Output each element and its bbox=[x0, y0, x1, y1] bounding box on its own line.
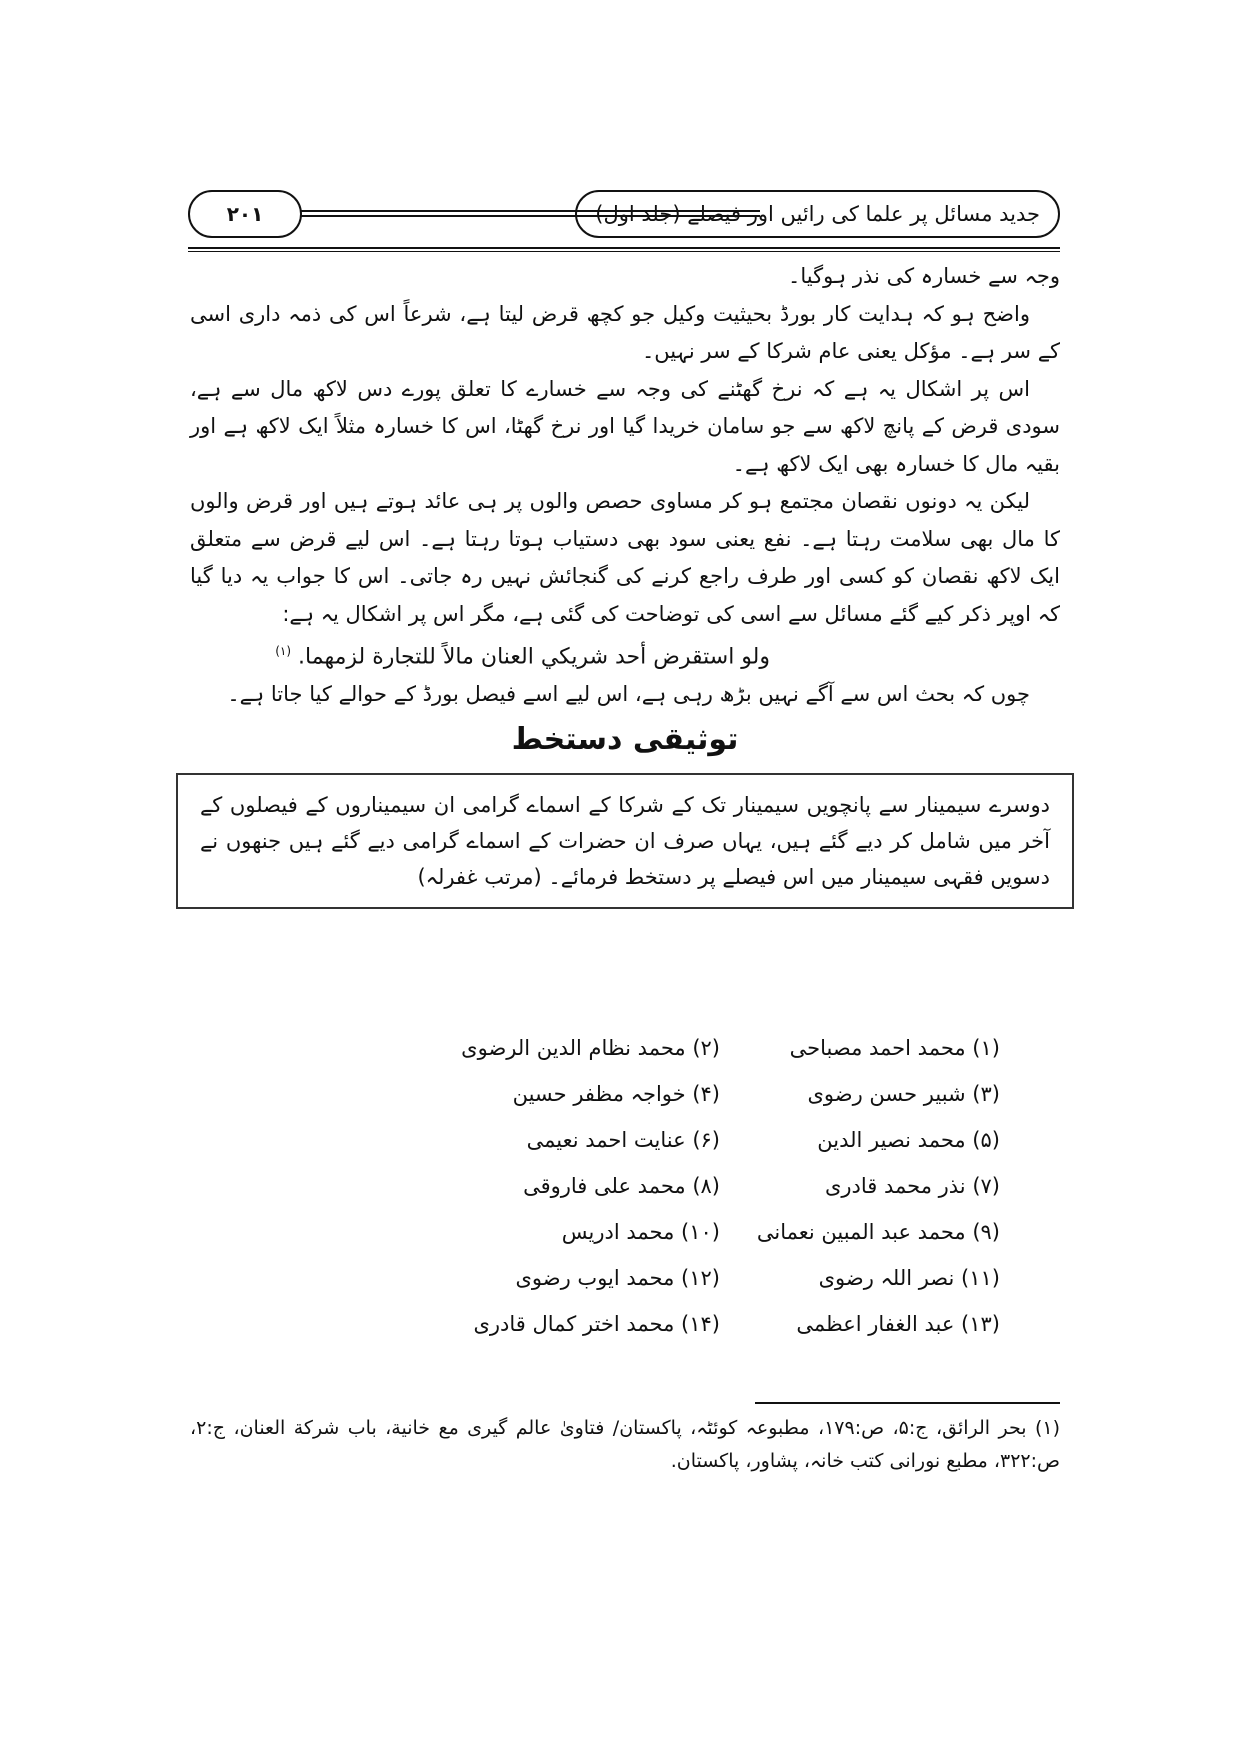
paragraph: وجہ سے خسارہ کی نذر ہوگیا۔ bbox=[788, 264, 1060, 288]
arabic-quote bbox=[190, 633, 1060, 676]
signatory: (۸) محمد علی فاروقی bbox=[523, 1174, 720, 1198]
paragraph: لیکن یہ دونوں نقصان مجتمع ہو کر مساوی حصص والوں پر ہی عائد ہوتے ہیں اور قرض والوں کا مال بھی سلامت رہتا ہے۔ نفع یعنی سود بھی دستیاب ہوتا رہتا ہے۔ اس لیے قرض سے متعلق ایک لاکھ نقصان کو کسی اور طرف راجع کرنے کی گنجائش نہیں رہ جاتی۔ اس کا جواب یہ دیا گیا کہ اوپر ذکر کیے گئے مسائل سے اسی کی توضاحت کی گئی ہے، مگر اس پر اشکال یہ ہے: bbox=[190, 489, 1060, 626]
running-header bbox=[188, 190, 1060, 240]
book-title: جدید مسائل پر علما کی رائیں اور فیصلے (جلد اول) bbox=[575, 190, 1060, 238]
footnote: (۱) بحر الرائق، ج:۵، ص:۱۷۹، مطبوعہ کوئٹہ، پاکستان/ فتاویٰ عالم گیری مع خانية، باب شركة العنان، ج:۲، ص:۳۲۲، مطبع نورانی کتب خانہ، پشاور، پاکستان. bbox=[190, 1417, 1060, 1472]
editor-note-box bbox=[176, 773, 1074, 909]
signatory: (۱۰) محمد ادریس bbox=[561, 1220, 720, 1244]
closing-paragraph: چوں کہ بحث اس سے آگے نہیں بڑھ رہی ہے، اس لیے اسے فیصل بورڈ کے حوالے کیا جاتا ہے۔ bbox=[227, 681, 1030, 706]
signatory: (۲) محمد نظام الدین الرضوی bbox=[461, 1036, 720, 1060]
paragraph: واضح ہو کہ ہدایت کار بورڈ بحیثیت وکیل جو کچھ قرض لیتا ہے، شرعاً اس کی ذمہ داری اسی کے سر ہے۔ مؤکل یعنی عام شرکا کے سر نہیں۔ bbox=[190, 301, 1060, 363]
section-heading: توثیقی دستخط bbox=[511, 722, 739, 758]
footnote-reference[interactable]: (۱) bbox=[275, 644, 292, 658]
header-rule bbox=[188, 247, 1060, 252]
arabic-quote-text: ولو استقرض أحد شريكي العنان مالاً للتجارة لزمهما. bbox=[298, 644, 770, 670]
signatory: (۱۳) عبد الغفار اعظمی bbox=[796, 1312, 1000, 1336]
footnote-separator bbox=[755, 1402, 1060, 1404]
signatory: (۳) شبیر حسن رضوی bbox=[807, 1082, 1000, 1106]
signatory: (۴) خواجہ مظفر حسین bbox=[512, 1082, 720, 1106]
signatory: (۱۴) محمد اختر کمال قادری bbox=[473, 1312, 720, 1336]
paragraph: اس پر اشکال یہ ہے کہ نرخ گھٹنے کی وجہ سے خسارے کا تعلق پورے دس لاکھ مال سے ہے، سودی قرض کے پانچ لاکھ سے جو سامان خریدا گیا اور نرخ گھٹا، اس کا خسارہ مثلاً ایک لاکھ ہے اور بقیہ مال کا خسارہ بھی ایک لاکھ ہے۔ bbox=[190, 376, 1060, 476]
signatory: (۹) محمد عبد المبین نعمانی bbox=[756, 1220, 1000, 1244]
editor-note-text: دوسرے سیمینار سے پانچویں سیمینار تک کے شرکا کے اسماے گرامی ان سیمیناروں کے فیصلوں کے آخر میں شامل کر دیے گئے ہیں، یہاں صرف ان حضرات کے اسماے گرامی دیے گئے ہیں جنھوں نے دسویں فقہی سیمینار میں اس فیصلے پر دستخط فرمائے۔ (مرتب غفرلہ) bbox=[200, 792, 1050, 889]
signatory: (۶) عنایت احمد نعیمی bbox=[526, 1128, 720, 1152]
main-text bbox=[190, 258, 1060, 909]
signatory: (۷) نذر محمد قادری bbox=[824, 1174, 1000, 1198]
page-number: ۲۰۱ bbox=[188, 190, 302, 238]
signatory: (۵) محمد نصیر الدین bbox=[817, 1128, 1000, 1152]
signatories-list bbox=[440, 1028, 1000, 1344]
signatory: (۱۱) نصر اللہ رضوی bbox=[818, 1266, 1000, 1290]
signatory: (۱) محمد احمد مصباحی bbox=[789, 1036, 1000, 1060]
signatory: (۱۲) محمد ایوب رضوی bbox=[515, 1266, 720, 1290]
